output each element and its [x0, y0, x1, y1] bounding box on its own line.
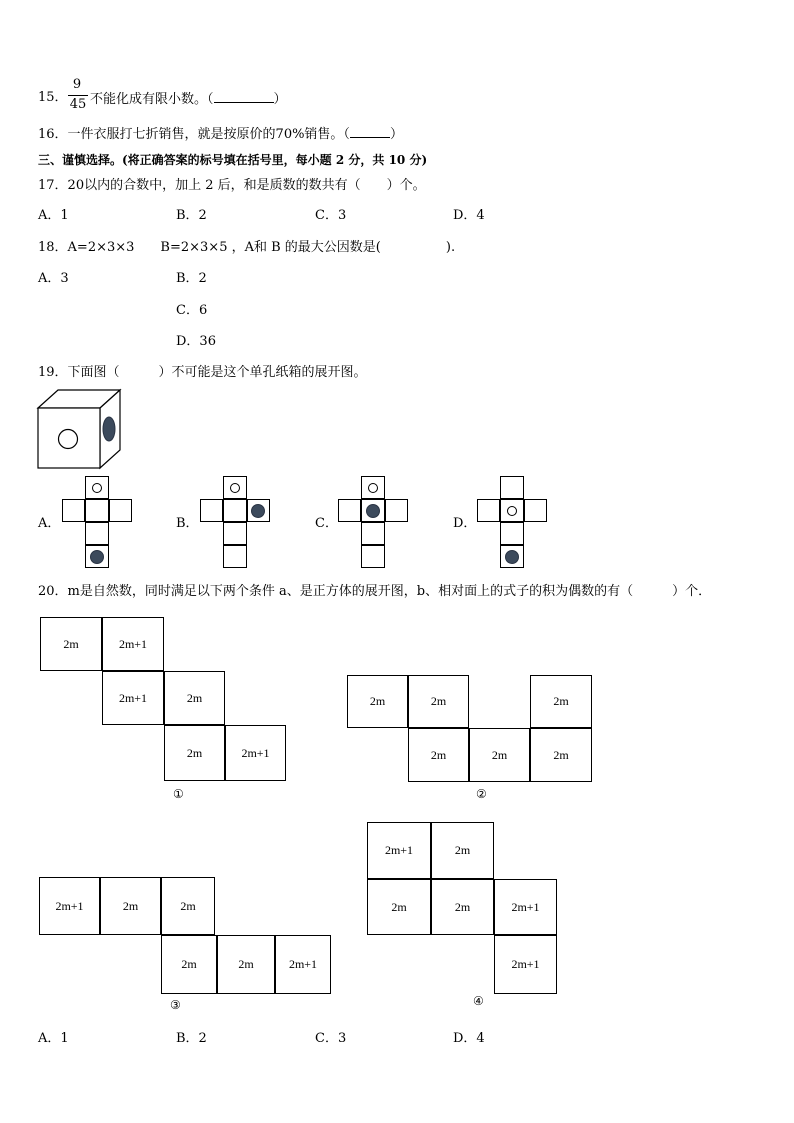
- figure-4-caption: ④: [473, 994, 484, 1008]
- net-cell: 2m: [161, 877, 215, 935]
- q17-option-c[interactable]: C．3: [315, 208, 347, 223]
- q15-number: 15．: [38, 90, 68, 105]
- q15-fraction-numerator: 9: [72, 77, 82, 92]
- q15-text: 不能化成有限小数。（ ）: [90, 92, 287, 107]
- net-cell: 2m: [431, 879, 494, 935]
- small-hole-icon: [230, 483, 240, 493]
- figure-2-caption: ②: [476, 787, 487, 801]
- net-cell: 2m+1: [102, 671, 164, 725]
- single-hole-box-figure: [36, 388, 122, 470]
- net-cell: 2m: [367, 879, 431, 935]
- net-cell: 2m: [530, 728, 592, 782]
- q18-option-a[interactable]: A．3: [38, 271, 69, 286]
- front-hole-icon: [59, 430, 78, 449]
- q20-option-d[interactable]: D．4: [453, 1031, 485, 1046]
- q15-fraction-bar: [68, 95, 88, 96]
- filled-hole-icon: [505, 550, 519, 564]
- question-16: 16．一件衣服打七折销售，就是按原价的70%销售。（ ）: [38, 127, 403, 142]
- net-cell: 2m+1: [102, 617, 164, 671]
- small-hole-icon: [507, 506, 517, 516]
- net-cell: 2m: [530, 675, 592, 728]
- q19-label-c[interactable]: C．: [315, 516, 338, 531]
- q18-option-c[interactable]: C．6: [176, 303, 208, 318]
- net-cell: 2m: [408, 675, 469, 728]
- net-cell: 2m+1: [494, 879, 557, 935]
- q20-option-c[interactable]: C．3: [315, 1031, 347, 1046]
- net-cell: 2m: [164, 725, 225, 781]
- net-cell: 2m+1: [494, 935, 557, 994]
- net-cell: 2m+1: [225, 725, 286, 781]
- question-20: 20．m是自然数，同时满足以下两个条件 a、是正方体的展开图，b、相对面上的式子的积为偶数的有（ ）个．: [38, 584, 712, 599]
- figure-3-caption: ③: [170, 998, 181, 1012]
- filled-hole-icon: [251, 504, 265, 518]
- q19-label-d[interactable]: D．: [453, 516, 477, 531]
- q19-label-b[interactable]: B．: [176, 516, 199, 531]
- question-17: 17．20以内的合数中，加上 2 后，和是质数的数共有（ ）个。: [38, 178, 426, 193]
- question-19: 19．下面图（ ）不可能是这个单孔纸箱的展开图。: [38, 365, 367, 380]
- net-cell: 2m+1: [367, 822, 431, 879]
- net-cell: 2m: [347, 675, 408, 728]
- q17-option-a[interactable]: A．1: [38, 208, 69, 223]
- q15-answer-blank[interactable]: [214, 90, 274, 103]
- net-cell: 2m: [164, 671, 225, 725]
- q20-option-a[interactable]: A．1: [38, 1031, 69, 1046]
- figure-1-caption: ①: [173, 787, 184, 801]
- net-cell: 2m: [469, 728, 530, 782]
- q17-option-b[interactable]: B．2: [176, 208, 207, 223]
- small-hole-icon: [92, 483, 102, 493]
- net-cell: 2m+1: [275, 935, 331, 994]
- q19-label-a[interactable]: A．: [38, 516, 61, 531]
- net-cell: 2m: [217, 935, 275, 994]
- q20-option-b[interactable]: B．2: [176, 1031, 207, 1046]
- filled-hole-icon: [366, 504, 380, 518]
- q17-option-d[interactable]: D．4: [453, 208, 485, 223]
- net-cell: 2m: [408, 728, 469, 782]
- question-18: 18．A=2×3×3 B=2×3×5 ，A和 B 的最大公因数是( ).: [38, 240, 456, 255]
- net-cell: 2m: [40, 617, 102, 671]
- q18-option-b[interactable]: B．2: [176, 271, 207, 286]
- side-hole-icon: [103, 417, 115, 441]
- net-cell: 2m: [161, 935, 217, 994]
- small-hole-icon: [368, 483, 378, 493]
- q16-answer-blank[interactable]: [350, 125, 390, 138]
- filled-hole-icon: [90, 550, 104, 564]
- q18-option-d[interactable]: D．36: [176, 334, 216, 349]
- section-3-heading: 三、谨慎选择。(将正确答案的标号填在括号里，每小题 2 分，共 10 分): [38, 153, 428, 167]
- net-cell: 2m: [100, 877, 161, 935]
- q15-fraction-denominator: 45: [69, 97, 87, 112]
- net-cell: 2m+1: [39, 877, 100, 935]
- net-cell: 2m: [431, 822, 494, 879]
